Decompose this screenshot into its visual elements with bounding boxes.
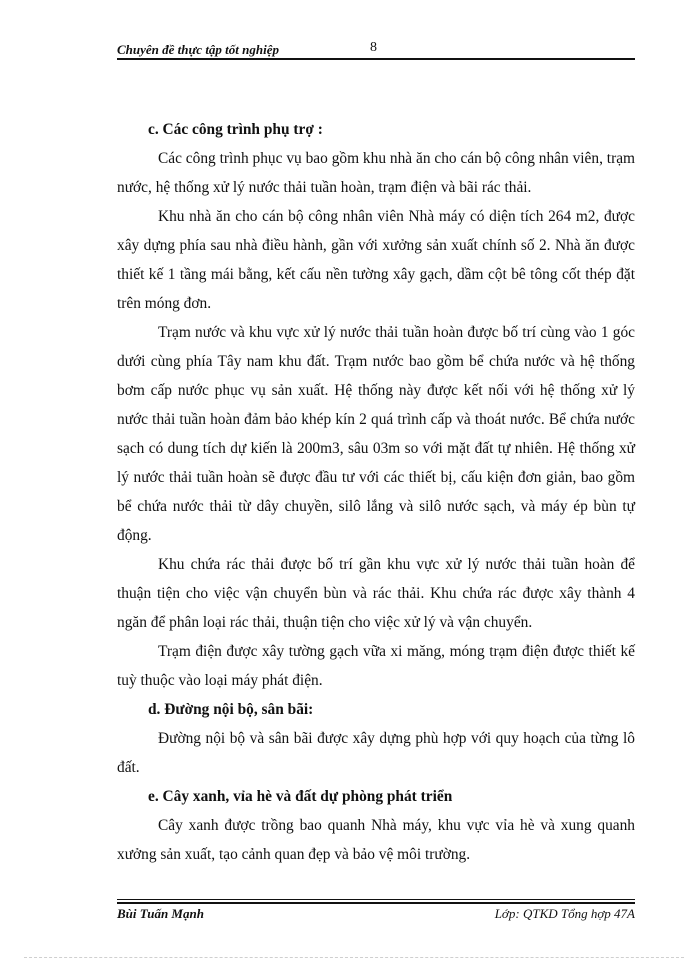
footer-class: Lớp: QTKD Tổng hợp 47A	[494, 906, 635, 921]
header-divider	[117, 58, 635, 60]
section-e-paragraph-1: Cây xanh được trồng bao quanh Nhà máy, khu vực vỉa hè và xung quanh xưởng sản xuất, tạo cảnh quan đẹp và bảo vệ môi trường.	[117, 817, 635, 863]
footer-divider-thin	[117, 899, 635, 900]
section-e-heading: e. Cây xanh, vỉa hè và đất dự phòng phát triển	[148, 788, 453, 805]
page-number: 8	[370, 40, 377, 55]
page-boundary	[24, 957, 684, 958]
footer-author: Bùi Tuấn Mạnh	[117, 906, 204, 921]
section-c-paragraph-1: Các công trình phục vụ bao gồm khu nhà ăn cho cán bộ công nhân viên, trạm nước, hệ thống xử lý nước thải tuần hoàn, trạm điện và bãi rác thải.	[117, 150, 635, 196]
section-c-paragraph-4: Khu chứa rác thải được bố trí gần khu vực xử lý nước thải tuần hoàn để thuận tiện cho việc vận chuyển bùn và rác thải. Khu chứa rác được xây thành 4 ngăn để phân loại rác thải, thuận tiện cho việc xử lý và vận chuyển.	[117, 556, 635, 631]
page-body	[117, 115, 635, 869]
section-d-heading: d. Đường nội bộ, sân bãi:	[148, 701, 314, 718]
section-c-paragraph-5: Trạm điện được xây tường gạch vữa xi măng, móng trạm điện được thiết kế tuỳ thuộc vào loại máy phát điện.	[117, 643, 635, 689]
page-header	[117, 40, 635, 60]
header-title: Chuyên đề thực tập tốt nghiệp	[117, 42, 279, 57]
section-c-heading: c. Các công trình phụ trợ :	[148, 121, 323, 138]
section-d-paragraph-1: Đường nội bộ và sân bãi được xây dựng phù hợp với quy hoạch của từng lô đất.	[117, 730, 635, 776]
section-c-paragraph-2: Khu nhà ăn cho cán bộ công nhân viên Nhà máy có diện tích 264 m2, được xây dựng phía sau nhà điều hành, gần với xưởng sản xuất chính số 2. Nhà ăn được thiết kế 1 tầng mái bằng, kết cấu nền tường xây gạch, dầm cột bê tông cốt thép đặt trên móng đơn.	[117, 208, 635, 312]
section-c-paragraph-3: Trạm nước và khu vực xử lý nước thải tuần hoàn được bố trí cùng vào 1 góc dưới cùng phía Tây nam khu đất. Trạm nước bao gồm bể chứa nước và hệ thống bơm cấp nước phục vụ sản xuất. Hệ thống này được kết nối với hệ thống xử lý nước thải tuần hoàn đảm bảo khép kín 2 quá trình cấp và thoát nước. Bể chứa nước sạch có dung tích dự kiến là 200m3, sâu 03m so với mặt đất tự nhiên. Hệ thống xử lý nước thải tuần hoàn sẽ được đầu tư với các thiết bị, cấu kiện đơn giản, bao gồm bể chứa nước thải từ dây chuyền, silô lắng và silô nước sạch, và máy ép bùn tự động.	[117, 324, 635, 544]
footer-divider-thick	[117, 902, 635, 904]
